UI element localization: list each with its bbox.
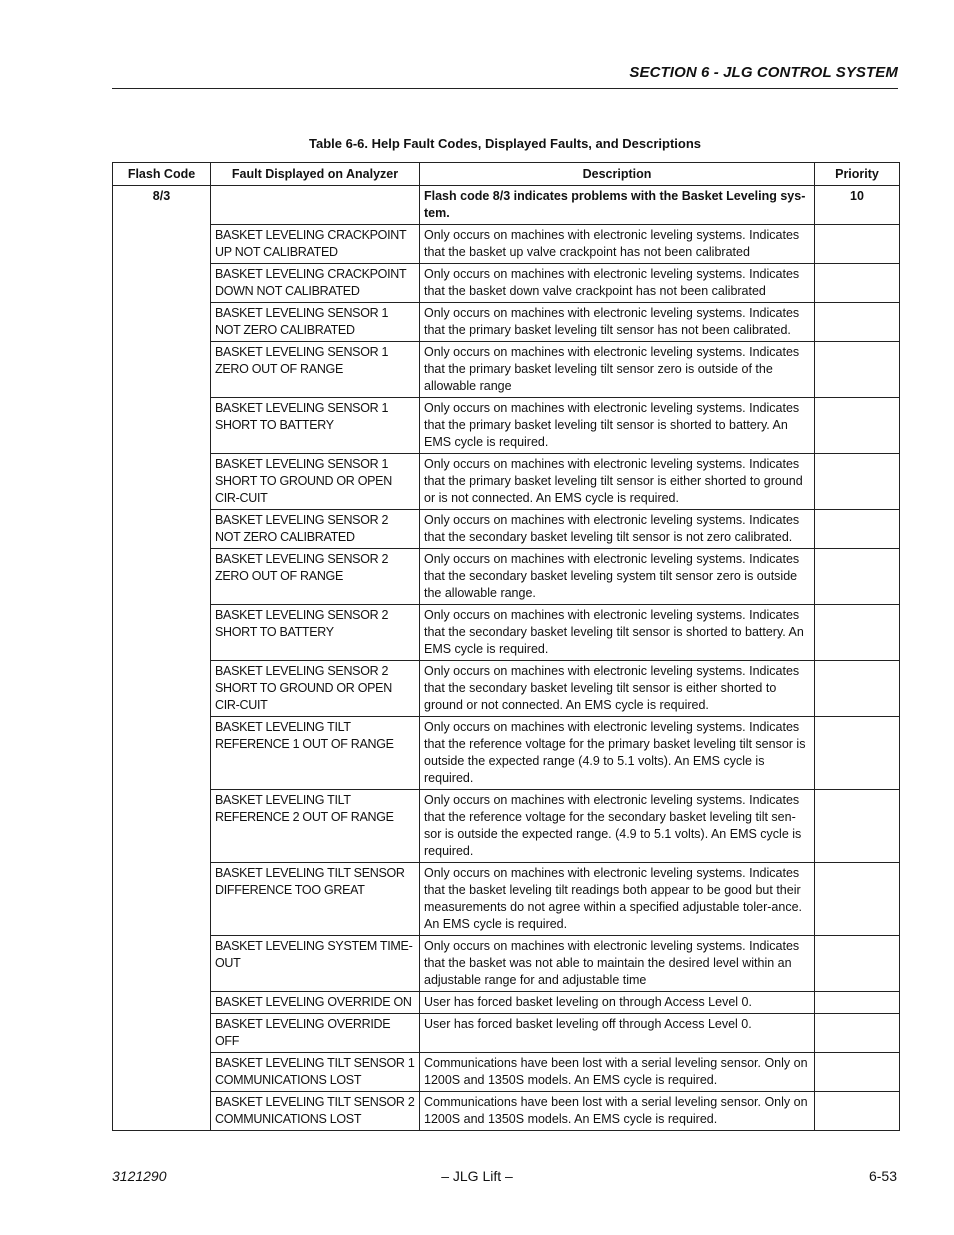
fault-cell: BASKET LEVELING OVERRIDE ON [211, 992, 420, 1014]
description-cell: User has forced basket leveling on through Access Level 0. [420, 992, 815, 1014]
description-cell: Only occurs on machines with electronic leveling systems. Indicates that the basket leveling tilt readings both appear to be good but their measurements do not agree within a specified adjustable toler-ance. An EMS cycle is required. [420, 863, 815, 936]
table-row [113, 186, 900, 225]
priority-cell [815, 1092, 900, 1131]
fault-cell: BASKET LEVELING SENSOR 1 SHORT TO GROUND OR OPEN CIR-CUIT [211, 454, 420, 510]
fault-cell: BASKET LEVELING SENSOR 1 ZERO OUT OF RANGE [211, 342, 420, 398]
priority-cell [815, 790, 900, 863]
fault-cell: BASKET LEVELING SYSTEM TIME-OUT [211, 936, 420, 992]
description-cell: User has forced basket leveling off through Access Level 0. [420, 1014, 815, 1053]
table-row [113, 936, 900, 992]
table-row [113, 1092, 900, 1131]
table-row [113, 549, 900, 605]
priority-cell: 10 [815, 186, 900, 225]
description-cell: Only occurs on machines with electronic leveling systems. Indicates that the primary basket leveling tilt sensor is shorted to battery. An EMS cycle is required. [420, 398, 815, 454]
description-cell: Only occurs on machines with electronic leveling systems. Indicates that the secondary basket leveling tilt sensor is shorted to battery. An EMS cycle is required. [420, 605, 815, 661]
fault-cell: BASKET LEVELING OVERRIDE OFF [211, 1014, 420, 1053]
priority-cell [815, 398, 900, 454]
fault-cell: BASKET LEVELING SENSOR 2 SHORT TO BATTERY [211, 605, 420, 661]
description-cell: Communications have been lost with a serial leveling sensor. Only on 1200S and 1350S models. An EMS cycle is required. [420, 1053, 815, 1092]
table-row [113, 303, 900, 342]
fault-cell: BASKET LEVELING TILT SENSOR DIFFERENCE TOO GREAT [211, 863, 420, 936]
header-divider [112, 88, 898, 89]
table-row [113, 1053, 900, 1092]
description-cell: Communications have been lost with a serial leveling sensor. Only on 1200S and 1350S models. An EMS cycle is required. [420, 1092, 815, 1131]
priority-cell [815, 454, 900, 510]
fault-codes-table [112, 162, 900, 1131]
column-header-flash-code: Flash Code [113, 163, 211, 186]
fault-cell: BASKET LEVELING SENSOR 2 ZERO OUT OF RANGE [211, 549, 420, 605]
priority-cell [815, 992, 900, 1014]
column-header-priority: Priority [815, 163, 900, 186]
priority-cell [815, 342, 900, 398]
fault-cell: BASKET LEVELING SENSOR 1 NOT ZERO CALIBRATED [211, 303, 420, 342]
table-row [113, 1014, 900, 1053]
table-row [113, 992, 900, 1014]
fault-cell: BASKET LEVELING SENSOR 2 NOT ZERO CALIBRATED [211, 510, 420, 549]
table-row [113, 225, 900, 264]
priority-cell [815, 549, 900, 605]
table-row [113, 454, 900, 510]
fault-cell: BASKET LEVELING TILT REFERENCE 1 OUT OF RANGE [211, 717, 420, 790]
table-row [113, 264, 900, 303]
fault-cell: BASKET LEVELING TILT REFERENCE 2 OUT OF RANGE [211, 790, 420, 863]
priority-cell [815, 264, 900, 303]
description-cell: Only occurs on machines with electronic leveling systems. Indicates that the basket down valve crackpoint has not been calibrated [420, 264, 815, 303]
fault-cell: BASKET LEVELING SENSOR 1 SHORT TO BATTERY [211, 398, 420, 454]
table-row [113, 717, 900, 790]
priority-cell [815, 510, 900, 549]
table-row [113, 790, 900, 863]
section-title: SECTION 6 - JLG CONTROL SYSTEM [629, 64, 898, 81]
description-cell: Only occurs on machines with electronic leveling systems. Indicates that the primary basket leveling tilt sensor is either shorted to ground or is not connected. An EMS cycle is required. [420, 454, 815, 510]
table-caption: Table 6-6. Help Fault Codes, Displayed Faults, and Descriptions [308, 136, 701, 151]
priority-cell [815, 605, 900, 661]
description-cell: Only occurs on machines with electronic leveling systems. Indicates that the reference voltage for the primary basket leveling tilt sensor is outside the expected range (4.9 to 5.1 volts). An EMS cycle is required. [420, 717, 815, 790]
priority-cell [815, 717, 900, 790]
description-cell: Only occurs on machines with electronic leveling systems. Indicates that the reference voltage for the secondary basket leveling tilt sen-sor is outside the expected range. (4.9 to 5.1 volts). An EMS cycle is required. [420, 790, 815, 863]
priority-cell [815, 863, 900, 936]
description-cell: Only occurs on machines with electronic leveling systems. Indicates that the basket was not able to maintain the desired level within an adjustable range for and adjustable time [420, 936, 815, 992]
priority-cell [815, 661, 900, 717]
priority-cell [815, 1014, 900, 1053]
table-row [113, 398, 900, 454]
fault-cell [211, 186, 420, 225]
fault-cell: BASKET LEVELING TILT SENSOR 1 COMMUNICATIONS LOST [211, 1053, 420, 1092]
document-number: 3121290 [112, 1168, 167, 1184]
column-header-description: Description [420, 163, 815, 186]
description-cell: Only occurs on machines with electronic leveling systems. Indicates that the primary basket leveling tilt sensor zero is outside of the allowable range [420, 342, 815, 398]
priority-cell [815, 225, 900, 264]
description-cell: Only occurs on machines with electronic leveling systems. Indicates that the basket up valve crackpoint has not been calibrated [420, 225, 815, 264]
fault-cell: BASKET LEVELING SENSOR 2 SHORT TO GROUND OR OPEN CIR-CUIT [211, 661, 420, 717]
fault-cell: BASKET LEVELING CRACKPOINT DOWN NOT CALIBRATED [211, 264, 420, 303]
flash-code-cell: 8/3 [113, 186, 211, 1131]
description-cell: Only occurs on machines with electronic leveling systems. Indicates that the primary basket leveling tilt sensor has not been calibrated. [420, 303, 815, 342]
table-row [113, 863, 900, 936]
priority-cell [815, 1053, 900, 1092]
fault-cell: BASKET LEVELING CRACKPOINT UP NOT CALIBRATED [211, 225, 420, 264]
description-cell: Only occurs on machines with electronic leveling systems. Indicates that the secondary basket leveling tilt sensor is not zero calibrated. [420, 510, 815, 549]
table-row [113, 605, 900, 661]
table-row [113, 342, 900, 398]
description-cell: Only occurs on machines with electronic leveling systems. Indicates that the secondary basket leveling system tilt sensor zero is outside the allowable range. [420, 549, 815, 605]
priority-cell [815, 303, 900, 342]
publisher-label: – JLG Lift – [441, 1168, 513, 1184]
description-cell: Flash code 8/3 indicates problems with the Basket Leveling sys-tem. [420, 186, 815, 225]
table-row [113, 510, 900, 549]
fault-cell: BASKET LEVELING TILT SENSOR 2 COMMUNICATIONS LOST [211, 1092, 420, 1131]
priority-cell [815, 936, 900, 992]
description-cell: Only occurs on machines with electronic leveling systems. Indicates that the secondary basket leveling tilt sensor is either shorted to ground or not connected. An EMS cycle is required. [420, 661, 815, 717]
table-header-row [113, 163, 900, 186]
table-row [113, 661, 900, 717]
column-header-fault: Fault Displayed on Analyzer [211, 163, 420, 186]
page-number: 6-53 [868, 1168, 897, 1184]
